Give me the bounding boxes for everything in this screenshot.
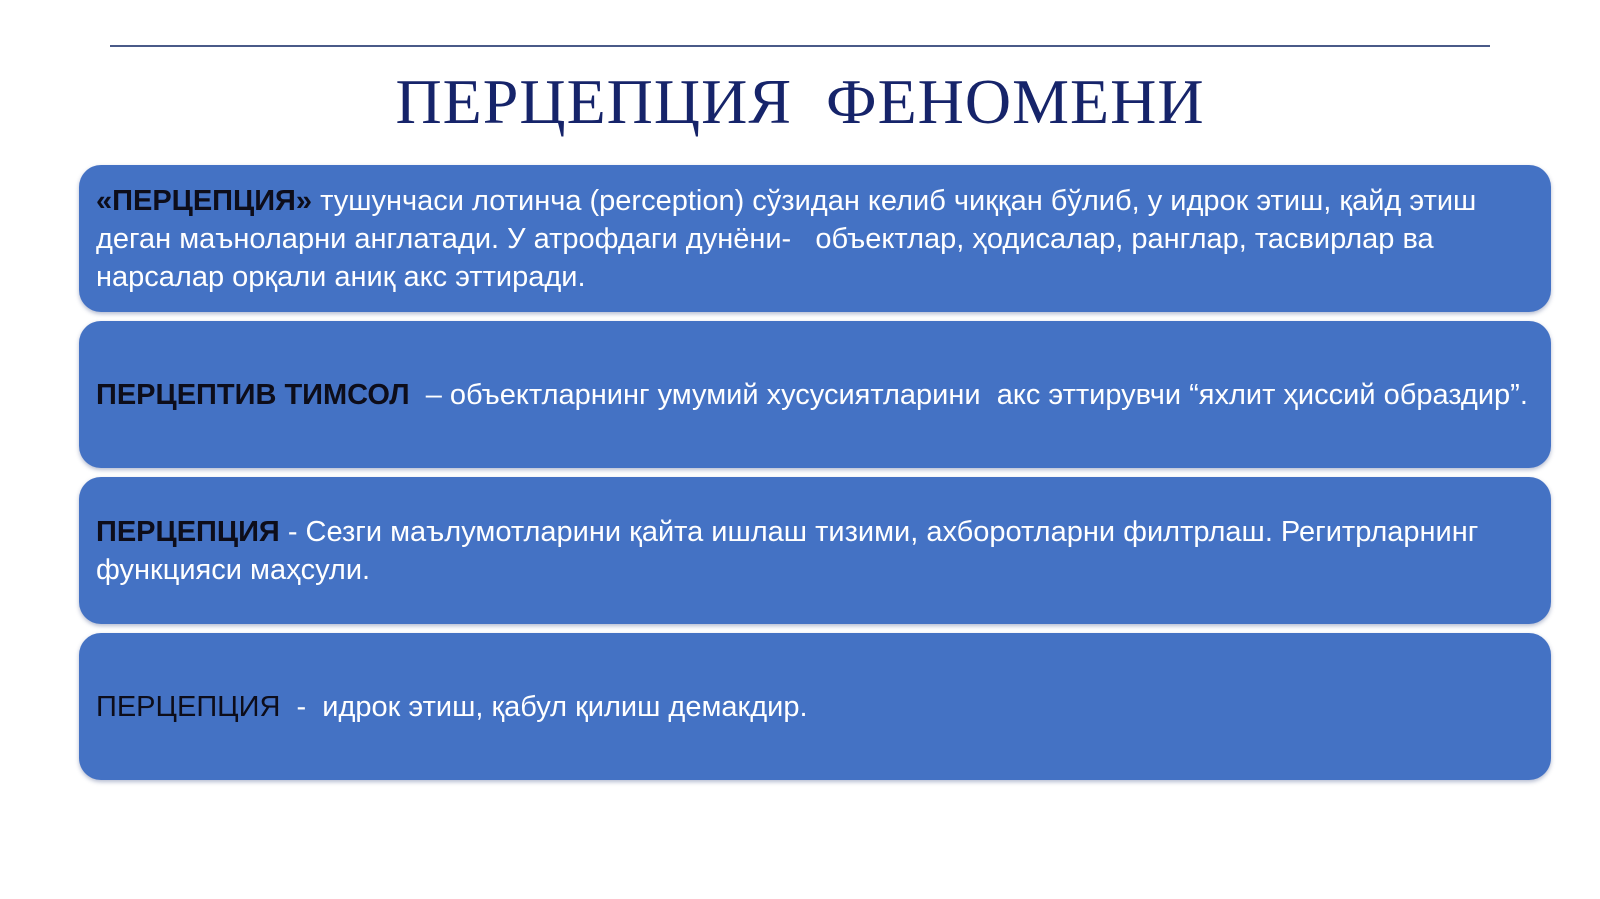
definition-box-perception-meaning bbox=[79, 633, 1551, 780]
definition-paragraph bbox=[96, 688, 808, 726]
definition-paragraph bbox=[96, 513, 1533, 589]
definition-text: - Сезги маълумотларини қайта ишлаш тизими, ахборотларни филтрлаш. Регитрларнинг функцияси маҳсули. bbox=[96, 515, 1487, 586]
definition-term: ПЕРЦЕПЦИЯ bbox=[96, 515, 280, 548]
definition-term: ПЕРЦЕПТИВ ТИМСОЛ bbox=[96, 378, 410, 411]
definition-box-perception-origin bbox=[79, 165, 1551, 312]
definition-term: ПЕРЦЕПЦИЯ bbox=[96, 690, 281, 723]
definition-text: тушунчаси лотинча (perception) сўзидан келиб чиққан бўлиб, у идрок этиш, қайд этиш деган маъноларни англатади. У атрофдаги дунёни- объектлар, ҳодисалар, ранглар, тасвирлар ва нарсалар орқали аниқ акс эттиради. bbox=[96, 184, 1485, 293]
definition-text: - идрок этиш, қабул қилиш демакдир. bbox=[280, 690, 808, 723]
definition-term: «ПЕРЦЕПЦИЯ» bbox=[96, 184, 313, 217]
definition-text: – объектларнинг умумий хусусиятларини акс эттирувчи “яхлит ҳиссий образдир”. bbox=[409, 378, 1528, 411]
definition-box-perceptive-image bbox=[79, 321, 1551, 468]
slide-title: ПЕРЦЕПЦИЯ ФЕНОМЕНИ bbox=[395, 66, 1205, 137]
definition-paragraph bbox=[96, 182, 1533, 296]
definition-paragraph bbox=[96, 376, 1528, 414]
definition-box-perception-processing bbox=[79, 477, 1551, 624]
title-divider-line bbox=[110, 45, 1490, 47]
